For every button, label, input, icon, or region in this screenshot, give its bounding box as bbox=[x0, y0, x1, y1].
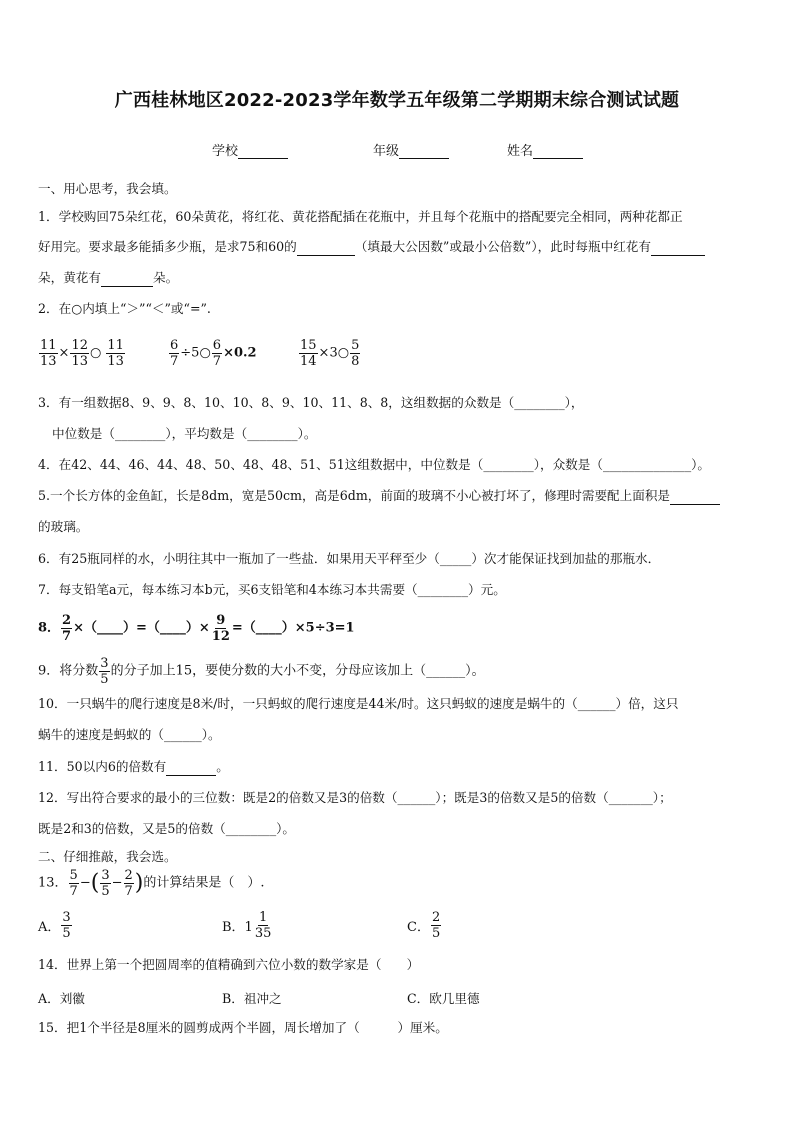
question-9: 9．将分数 $\frac{3}{5}$ 的分子加上15，要使分数的大小不变，分母应该加上（______）。 bbox=[38, 656, 485, 687]
fraction: $\frac{3}{5}$ bbox=[62, 910, 71, 941]
q5-blank[interactable] bbox=[670, 490, 720, 505]
compare-circle[interactable]: ○ bbox=[90, 345, 102, 361]
question-5-line-1: 5.一个长方体的金鱼缸，长是8dm，宽是50cm，高是6dm，前面的玻璃不小心被打坏了，修理时需要配上面积是 bbox=[38, 487, 720, 505]
name-blank[interactable] bbox=[533, 144, 583, 159]
grade-field bbox=[373, 140, 449, 159]
question-8: 8． $\frac{2}{7}$ ×（____）=（____）× $\frac{9}{12}$ =（____）×5÷3=1 bbox=[38, 613, 355, 644]
school-field bbox=[212, 140, 288, 159]
q14-option-c[interactable]: C．欧几里德 bbox=[407, 991, 480, 1006]
q1-text-d: 朵。 bbox=[152, 270, 179, 285]
question-4: 4．在42、44、46、44、48、50、48、48、51、51这组数据中，中位数是（________），众数是（______________）。 bbox=[38, 457, 711, 472]
question-1-line-3 bbox=[38, 269, 178, 287]
question-10-line-2: 蜗牛的速度是蚂蚁的（______）。 bbox=[38, 727, 221, 742]
fraction: $\frac{3}{5}$ bbox=[101, 868, 110, 899]
question-14: 14．世界上第一个把圆周率的值精确到六位小数的数学家是（ ） bbox=[38, 957, 420, 972]
q13-option-a[interactable]: A． $\frac{3}{5}$ bbox=[38, 910, 71, 941]
q1-blank-3[interactable] bbox=[101, 272, 153, 287]
question-3-line-2: 中位数是（________），平均数是（________）。 bbox=[52, 426, 317, 441]
question-13: 13． $\frac{5}{7}$ −( $\frac{3}{5}$ − $\frac{2}{7}$ )的计算结果是（ ）. bbox=[38, 868, 265, 899]
question-2: 2．在○内填上“＞”“＜”或“=”. bbox=[38, 301, 211, 316]
question-6: 6．有25瓶同样的水，小明往其中一瓶加了一些盐．如果用天平秤至少（_____）次才能保证找到加盐的那瓶水． bbox=[38, 551, 661, 566]
question-11: 11．50以内6的倍数有 。 bbox=[38, 759, 229, 774]
fraction: $\frac{2}{5}$ bbox=[431, 910, 441, 941]
q14-option-a[interactable]: A．刘徽 bbox=[38, 991, 85, 1006]
question-12-line-1: 12．写出符合要求的最小的三位数：既是2的倍数又是3的倍数（______）；既是3的倍数又是5的倍数（_______）； bbox=[38, 790, 672, 805]
fraction: $\frac{12}{13}$ bbox=[71, 338, 88, 369]
question-7: 7．每支铅笔a元，每本练习本b元，买6支铅笔和4本练习本共需要（________）元。 bbox=[38, 582, 506, 597]
q13-option-c[interactable]: C． $\frac{2}{5}$ bbox=[407, 910, 441, 941]
q2-expression-3: $\frac{15}{14}$ ×3○ $\frac{5}{8}$ bbox=[300, 338, 360, 369]
fraction: $\frac{5}{7}$ bbox=[69, 868, 78, 899]
page-title: 广西桂林地区2022-2023学年数学五年级第二学期期末综合测试试题 bbox=[114, 90, 680, 111]
q1-blank-1[interactable] bbox=[297, 241, 355, 256]
fraction: $\frac{5}{8}$ bbox=[351, 338, 360, 369]
question-10-line-1: 10．一只蜗牛的爬行速度是8米/时，一只蚂蚁的爬行速度是44米/时。这只蚂蚁的速度是蜗牛的（______）倍，这只 bbox=[38, 696, 679, 711]
section-1-heading: 一、用心思考，我会填。 bbox=[38, 181, 177, 196]
question-1-line-2 bbox=[38, 238, 705, 256]
name-field bbox=[507, 140, 583, 159]
section-2-heading: 二、仔细推敲，我会选。 bbox=[38, 849, 177, 864]
fraction: $\frac{1}{35}$ bbox=[254, 910, 272, 941]
name-label: 姓名 bbox=[507, 144, 534, 159]
q14-option-b[interactable]: B．祖冲之 bbox=[222, 991, 282, 1006]
q1-blank-2[interactable] bbox=[651, 241, 705, 256]
school-label: 学校 bbox=[212, 144, 239, 159]
q1-text-b: （填最大公因数”或最小公倍数”），此时每瓶中红花有 bbox=[354, 239, 651, 254]
grade-label: 年级 bbox=[373, 144, 400, 159]
q13-option-b[interactable]: B．1 $\frac{1}{35}$ bbox=[222, 910, 272, 941]
fraction: $\frac{9}{12}$ bbox=[211, 613, 230, 644]
grade-blank[interactable] bbox=[399, 144, 449, 159]
fraction: $\frac{6}{7}$ bbox=[212, 338, 222, 369]
q11-blank[interactable] bbox=[166, 761, 216, 776]
question-12-line-2: 既是2和3的倍数，又是5的倍数（________）。 bbox=[38, 821, 296, 836]
question-3-line-1: 3．有一组数据8、9、9、8、10、10、8、9、10、11、8、8，这组数据的众数是（________）， bbox=[38, 395, 584, 410]
school-blank[interactable] bbox=[238, 144, 288, 159]
fraction: $\frac{15}{14}$ bbox=[300, 338, 317, 369]
fraction: $\frac{2}{7}$ bbox=[62, 613, 72, 644]
fraction: $\frac{6}{7}$ bbox=[170, 338, 179, 369]
q2-expression-1: $\frac{11}{13}$ × $\frac{12}{13}$ ○ $\frac{11}{13}$ bbox=[40, 338, 124, 369]
q1-text-a: 好用完。要求最多能插多少瓶，是求75和60的 bbox=[38, 239, 297, 254]
fraction: $\frac{2}{7}$ bbox=[124, 868, 133, 899]
question-1-line-1: 1．学校购回75朵红花，60朵黄花，将红花、黄花搭配插在花瓶中，并且每个花瓶中的搭配要完全相同，两种花都正 bbox=[38, 209, 683, 224]
fraction: $\frac{11}{13}$ bbox=[40, 338, 57, 369]
q2-expression-2: $\frac{6}{7}$ ÷5○ $\frac{6}{7}$ ×0.2 bbox=[170, 338, 257, 369]
question-5-line-2: 的玻璃。 bbox=[38, 519, 89, 534]
fraction: $\frac{3}{5}$ bbox=[100, 656, 109, 687]
fraction: $\frac{11}{13}$ bbox=[107, 338, 124, 369]
q1-text-c: 朵，黄花有 bbox=[38, 270, 101, 285]
question-15: 15．把1个半径是8厘米的圆剪成两个半圆，周长增加了（ ）厘米。 bbox=[38, 1020, 448, 1035]
